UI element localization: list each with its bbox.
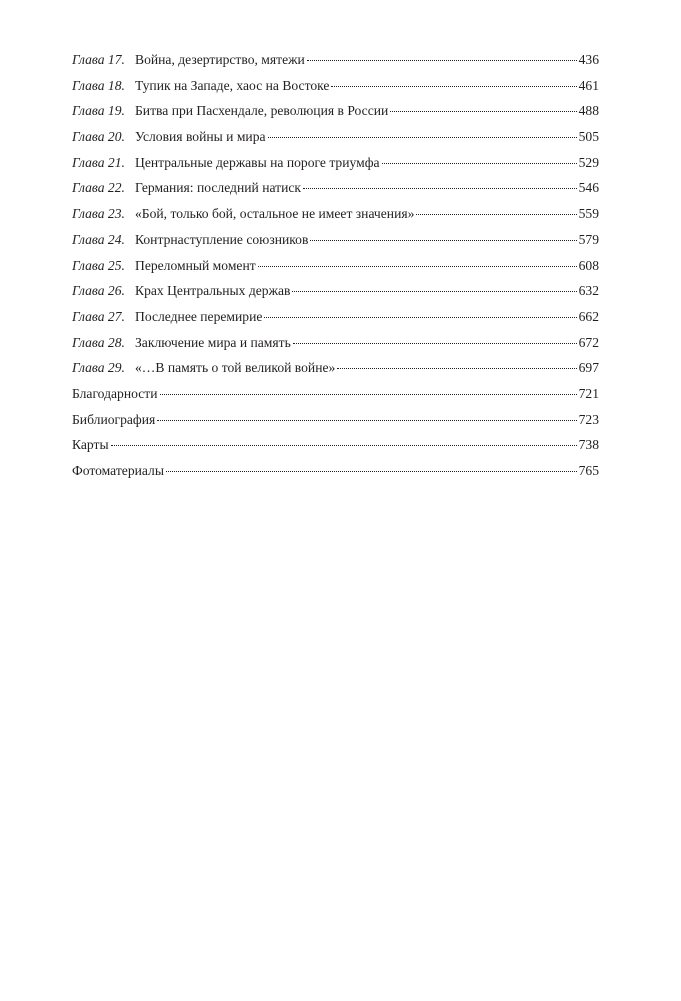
toc-entry <box>72 360 599 386</box>
entry-title: Переломный момент <box>135 257 256 273</box>
table-of-contents <box>72 52 599 489</box>
dot-leader <box>307 60 577 61</box>
dot-leader <box>157 420 576 421</box>
chapter-number: Глава 17. <box>72 52 125 67</box>
toc-entry <box>72 180 599 206</box>
entry-title: Центральные державы на пороге триумфа <box>135 154 380 170</box>
toc-entry <box>72 386 599 412</box>
dot-leader <box>111 445 577 446</box>
chapter-number: Глава 29. <box>72 360 125 376</box>
page-number: 738 <box>578 437 599 453</box>
entry-title: Контрнаступление союзников <box>135 231 309 247</box>
entry-title: Фотоматериалы <box>72 463 164 478</box>
chapter-number: Глава 28. <box>72 334 125 350</box>
chapter-number: Глава 20. <box>72 129 125 145</box>
toc-entry <box>72 232 599 258</box>
page-number: 505 <box>578 129 599 145</box>
page-number: 697 <box>578 360 599 376</box>
entry-title: Битва при Пасхендале, революция в России <box>135 103 389 119</box>
page-number: 579 <box>578 231 599 247</box>
entry-title: Условия войны и мира <box>135 129 266 145</box>
page-number: 436 <box>578 52 599 67</box>
toc-entry <box>72 258 599 284</box>
chapter-number: Глава 21. <box>72 154 125 170</box>
toc-entry <box>72 335 599 361</box>
page-number: 723 <box>578 411 599 427</box>
chapter-number: Глава 19. <box>72 103 125 119</box>
chapter-number: Глава 24. <box>72 231 125 247</box>
toc-entry <box>72 52 599 78</box>
toc-entry <box>72 78 599 104</box>
dot-leader <box>303 188 577 189</box>
dot-leader <box>268 137 577 138</box>
entry-title: Библиография <box>72 411 156 427</box>
toc-entry <box>72 463 599 489</box>
chapter-number: Глава 23. <box>72 206 125 222</box>
entry-title: «…В память о той великой войне» <box>135 360 336 376</box>
page-number: 461 <box>578 77 599 93</box>
entry-title: «Бой, только бой, остальное не имеет значения» <box>135 206 415 222</box>
entry-title: Тупик на Западе, хаос на Востоке <box>135 77 330 93</box>
entry-title: Благодарности <box>72 385 158 401</box>
dot-leader <box>416 214 576 215</box>
entry-title: Германия: последний натиск <box>135 180 301 196</box>
toc-entry <box>72 412 599 438</box>
chapter-number: Глава 26. <box>72 283 125 299</box>
page-number: 672 <box>578 334 599 350</box>
entry-title: Последнее перемирие <box>135 308 263 324</box>
dot-leader <box>331 86 576 87</box>
dot-leader <box>390 111 576 112</box>
dot-leader <box>258 266 577 267</box>
toc-entry <box>72 129 599 155</box>
dot-leader <box>264 317 576 318</box>
dot-leader <box>160 394 577 395</box>
dot-leader <box>293 343 577 344</box>
page-number: 488 <box>578 103 599 119</box>
toc-entry <box>72 103 599 129</box>
dot-leader <box>382 163 577 164</box>
page-number: 546 <box>578 180 599 196</box>
entry-title: Заключение мира и память <box>135 334 291 350</box>
dot-leader <box>292 291 576 292</box>
toc-entry <box>72 283 599 309</box>
page-number: 529 <box>578 154 599 170</box>
chapter-number: Глава 27. <box>72 308 125 324</box>
toc-entry <box>72 309 599 335</box>
entry-title: Карты <box>72 437 109 453</box>
page-number: 632 <box>578 283 599 299</box>
toc-entry <box>72 437 599 463</box>
chapter-number: Глава 22. <box>72 180 125 196</box>
page-number: 662 <box>578 308 599 324</box>
dot-leader <box>310 240 576 241</box>
chapter-number: Глава 18. <box>72 77 125 93</box>
entry-title: Крах Центральных держав <box>135 283 291 299</box>
page-number: 765 <box>578 463 599 478</box>
toc-entry <box>72 155 599 181</box>
toc-entry <box>72 206 599 232</box>
page-number: 721 <box>578 385 599 401</box>
chapter-number: Глава 25. <box>72 257 125 273</box>
page-number: 608 <box>578 257 599 273</box>
dot-leader <box>337 368 576 369</box>
dot-leader <box>166 471 577 472</box>
entry-title: Война, дезертирство, мятежи <box>135 52 305 67</box>
page-number: 559 <box>578 206 599 222</box>
